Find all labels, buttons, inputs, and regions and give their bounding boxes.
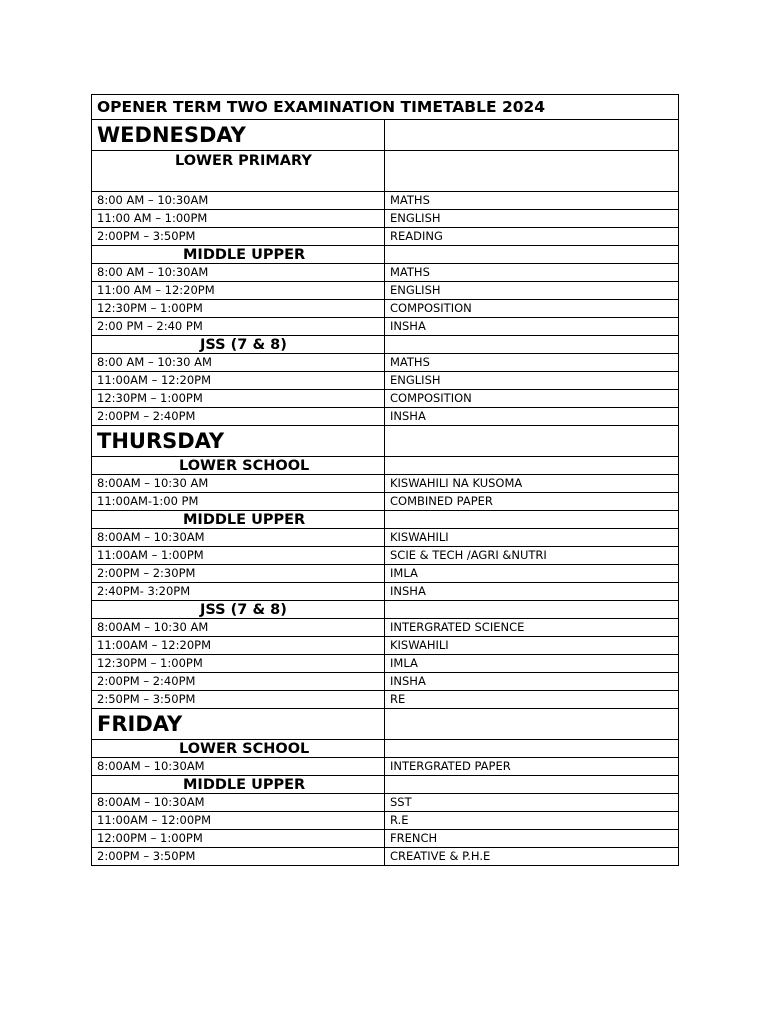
day-heading: THURSDAY xyxy=(92,426,385,457)
time-cell: 12:00PM – 1:00PM xyxy=(92,830,385,848)
section-heading: LOWER SCHOOL xyxy=(179,457,310,474)
timetable-title: OPENER TERM TWO EXAMINATION TIMETABLE 2024 xyxy=(92,95,679,120)
time-cell: 2:00PM – 3:50PM xyxy=(92,848,385,866)
table-row xyxy=(92,493,679,511)
table-row xyxy=(92,655,679,673)
time-cell: 11:00 AM – 1:00PM xyxy=(92,210,385,228)
table-row xyxy=(92,529,679,547)
time-cell: 2:00 PM – 2:40 PM xyxy=(92,318,385,336)
table-row xyxy=(92,228,679,246)
table-row xyxy=(92,408,679,426)
table-row xyxy=(92,354,679,372)
empty-cell xyxy=(385,511,679,529)
table-row xyxy=(92,637,679,655)
subject-cell: INTERGRATED PAPER xyxy=(385,758,679,776)
table-row xyxy=(92,583,679,601)
subject-cell: SCIE & TECH /AGRI &NUTRI xyxy=(385,547,679,565)
subject-cell: INSHA xyxy=(385,583,679,601)
section-row xyxy=(92,601,679,619)
subject-cell: MATHS xyxy=(385,192,679,210)
empty-cell xyxy=(385,709,679,740)
time-cell: 2:00PM – 2:40PM xyxy=(92,673,385,691)
table-row xyxy=(92,390,679,408)
section-heading-cell xyxy=(92,511,385,529)
section-row xyxy=(92,511,679,529)
time-cell: 11:00AM – 12:00PM xyxy=(92,812,385,830)
section-heading: MIDDLE UPPER xyxy=(183,511,306,528)
table-row xyxy=(92,210,679,228)
table-row xyxy=(92,758,679,776)
subject-cell: MATHS xyxy=(385,354,679,372)
section-row xyxy=(92,776,679,794)
subject-cell: FRENCH xyxy=(385,830,679,848)
subject-cell: IMLA xyxy=(385,565,679,583)
section-heading-cell xyxy=(92,601,385,619)
section-row xyxy=(92,740,679,758)
table-row xyxy=(92,830,679,848)
time-cell: 8:00AM – 10:30AM xyxy=(92,529,385,547)
time-cell: 12:30PM – 1:00PM xyxy=(92,300,385,318)
empty-cell xyxy=(385,426,679,457)
time-cell: 2:40PM- 3:20PM xyxy=(92,583,385,601)
subject-cell: COMBINED PAPER xyxy=(385,493,679,511)
subject-cell: INTERGRATED SCIENCE xyxy=(385,619,679,637)
section-heading-cell xyxy=(92,336,385,354)
subject-cell: INSHA xyxy=(385,673,679,691)
section-row xyxy=(92,336,679,354)
section-heading: MIDDLE UPPER xyxy=(183,246,306,263)
time-cell: 2:00PM – 2:30PM xyxy=(92,565,385,583)
table-row xyxy=(92,812,679,830)
section-heading: JSS (7 & 8) xyxy=(200,336,287,353)
subject-cell: CREATIVE & P.H.E xyxy=(385,848,679,866)
subject-cell: ENGLISH xyxy=(385,372,679,390)
time-cell: 2:00PM – 3:50PM xyxy=(92,228,385,246)
empty-cell xyxy=(385,740,679,758)
table-row xyxy=(92,318,679,336)
time-cell: 8:00AM – 10:30AM xyxy=(92,794,385,812)
time-cell: 8:00 AM – 10:30AM xyxy=(92,192,385,210)
time-cell: 8:00AM – 10:30 AM xyxy=(92,475,385,493)
table-row xyxy=(92,673,679,691)
subject-cell: INSHA xyxy=(385,318,679,336)
empty-cell xyxy=(385,246,679,264)
section-heading-cell xyxy=(92,740,385,758)
section-heading: LOWER PRIMARY xyxy=(175,153,312,169)
section-row xyxy=(92,457,679,475)
section-heading: LOWER SCHOOL xyxy=(179,740,310,757)
subject-cell: COMPOSITION xyxy=(385,390,679,408)
section-heading-cell xyxy=(92,457,385,475)
time-cell: 8:00AM – 10:30 AM xyxy=(92,619,385,637)
subject-cell: READING xyxy=(385,228,679,246)
section-heading-cell xyxy=(92,776,385,794)
timetable xyxy=(91,94,679,866)
table-row xyxy=(92,264,679,282)
time-cell: 11:00AM – 12:20PM xyxy=(92,372,385,390)
subject-cell: ENGLISH xyxy=(385,210,679,228)
table-row xyxy=(92,547,679,565)
day-heading: WEDNESDAY xyxy=(92,120,385,151)
time-cell: 11:00AM – 1:00PM xyxy=(92,547,385,565)
empty-cell xyxy=(385,601,679,619)
section-row xyxy=(92,151,679,192)
subject-cell: COMPOSITION xyxy=(385,300,679,318)
table-row xyxy=(92,475,679,493)
time-cell: 8:00 AM – 10:30AM xyxy=(92,264,385,282)
empty-cell xyxy=(385,151,679,192)
day-row xyxy=(92,709,679,740)
table-row xyxy=(92,565,679,583)
time-cell: 8:00 AM – 10:30 AM xyxy=(92,354,385,372)
subject-cell: INSHA xyxy=(385,408,679,426)
table-row xyxy=(92,372,679,390)
section-row xyxy=(92,246,679,264)
table-row xyxy=(92,300,679,318)
time-cell: 8:00AM – 10:30AM xyxy=(92,758,385,776)
section-heading: MIDDLE UPPER xyxy=(183,776,306,793)
subject-cell: IMLA xyxy=(385,655,679,673)
time-cell: 2:00PM – 2:40PM xyxy=(92,408,385,426)
time-cell: 11:00 AM – 12:20PM xyxy=(92,282,385,300)
time-cell: 11:00AM – 12:20PM xyxy=(92,637,385,655)
day-row xyxy=(92,120,679,151)
table-row xyxy=(92,192,679,210)
title-row xyxy=(92,95,679,120)
time-cell: 12:30PM – 1:00PM xyxy=(92,655,385,673)
timetable-body xyxy=(92,95,679,866)
table-row xyxy=(92,848,679,866)
section-heading-cell xyxy=(92,151,385,192)
subject-cell: KISWAHILI xyxy=(385,529,679,547)
subject-cell: ENGLISH xyxy=(385,282,679,300)
table-row xyxy=(92,282,679,300)
subject-cell: SST xyxy=(385,794,679,812)
empty-cell xyxy=(385,336,679,354)
table-row xyxy=(92,691,679,709)
time-cell: 11:00AM-1:00 PM xyxy=(92,493,385,511)
section-heading: JSS (7 & 8) xyxy=(200,601,287,618)
subject-cell: RE xyxy=(385,691,679,709)
section-heading-cell xyxy=(92,246,385,264)
time-cell: 12:30PM – 1:00PM xyxy=(92,390,385,408)
table-row xyxy=(92,619,679,637)
table-row xyxy=(92,794,679,812)
time-cell: 2:50PM – 3:50PM xyxy=(92,691,385,709)
subject-cell: KISWAHILI NA KUSOMA xyxy=(385,475,679,493)
day-heading: FRIDAY xyxy=(92,709,385,740)
empty-cell xyxy=(385,457,679,475)
empty-cell xyxy=(385,120,679,151)
subject-cell: R.E xyxy=(385,812,679,830)
day-row xyxy=(92,426,679,457)
subject-cell: MATHS xyxy=(385,264,679,282)
subject-cell: KISWAHILI xyxy=(385,637,679,655)
empty-cell xyxy=(385,776,679,794)
